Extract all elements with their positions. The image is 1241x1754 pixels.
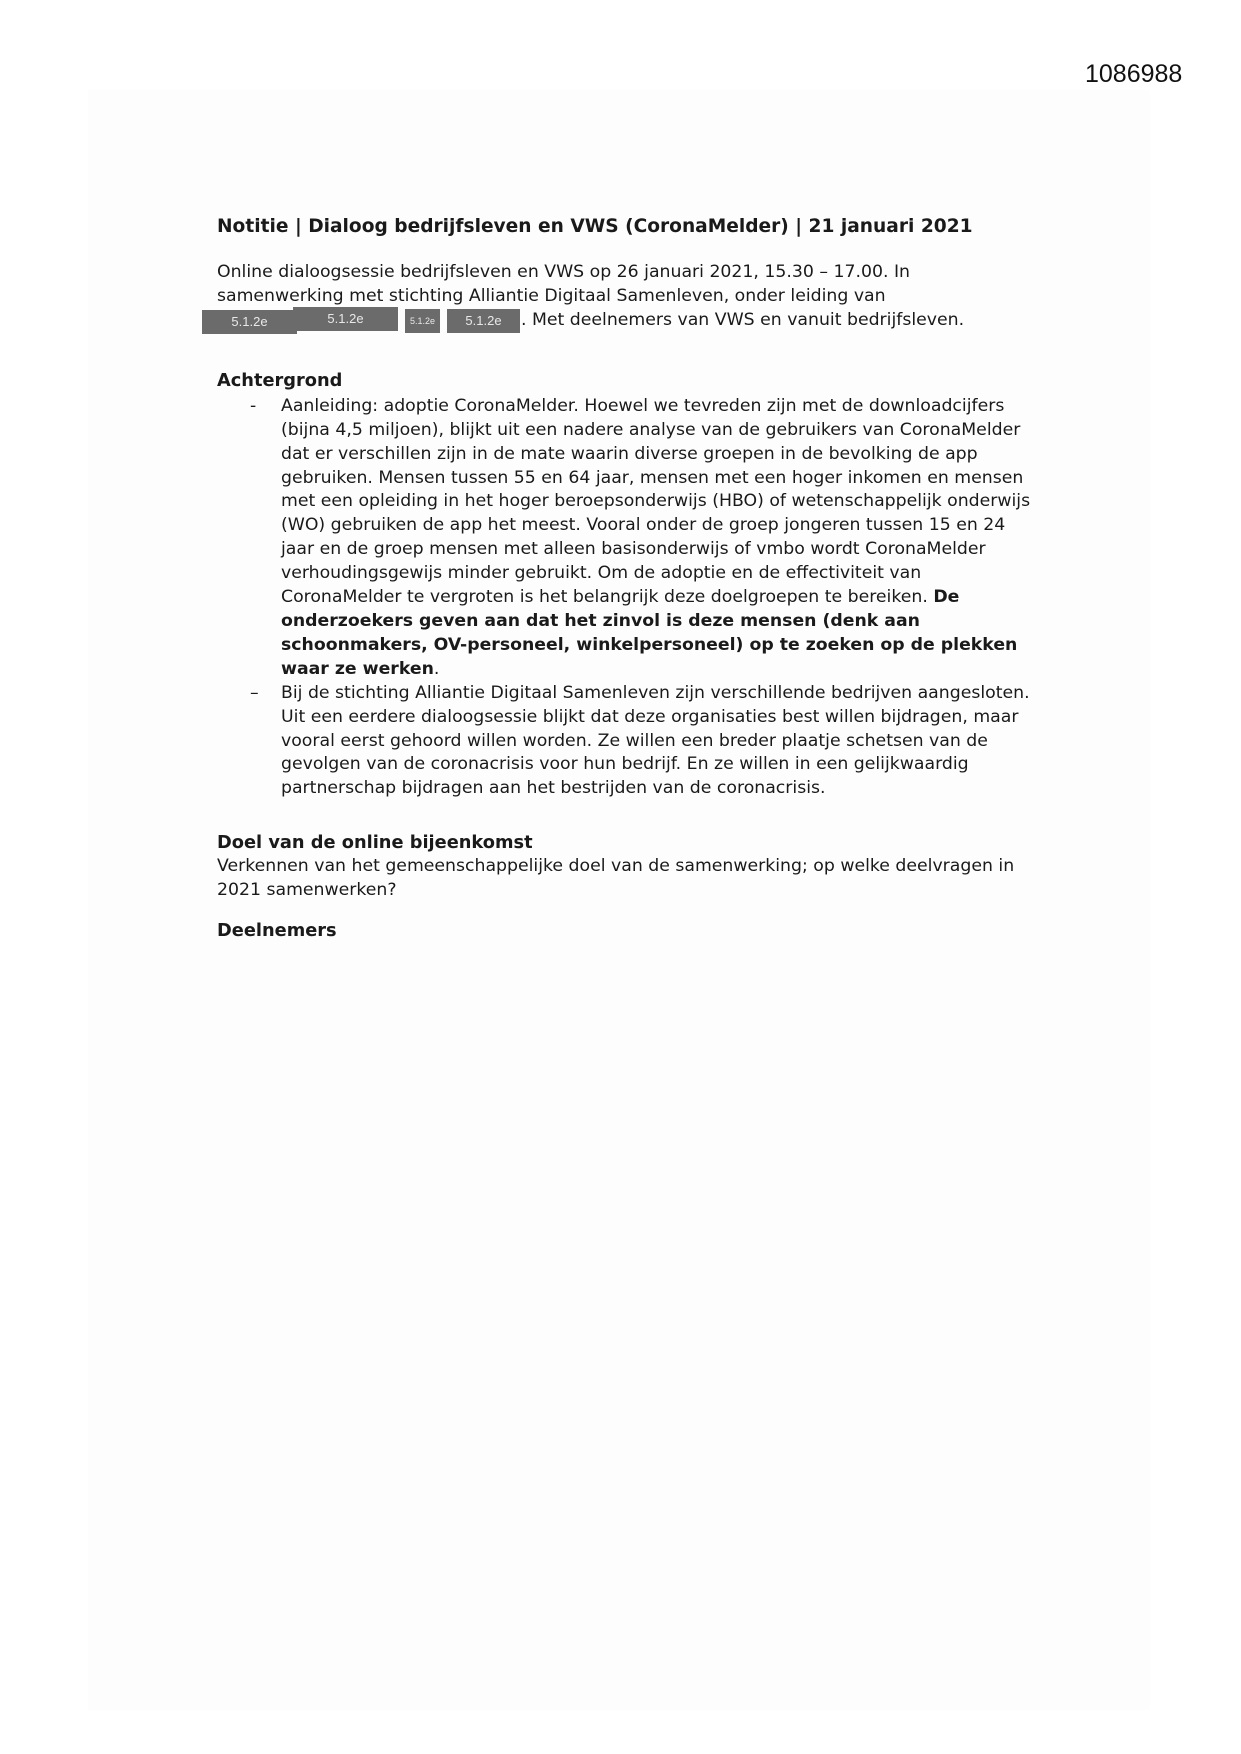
bullet-tail: . — [433, 658, 440, 679]
dash-bullet-icon: - — [250, 395, 257, 416]
document-id: 1086988 — [1085, 60, 1183, 88]
bullet-text: Aanleiding: adoptie CoronaMelder. Hoewel we tevreden zijn met de downloadcijfers (bijna 4,5 miljoen), blijkt uit een nadere analyse van de gebruikers van CoronaMelder dat er verschillen zijn in de mate waarin diverse groepen in de bevolking de app gebruiken. Mensen tussen 55 en 64 jaar, mensen met een hoger inkomen en mensen met een opleiding in het hoger beroepsonderwijs (HBO) of wetenschappelijk onderwijs (WO) gebruiken de app het meest. Vooral onder de groep jongeren tussen 15 en 24 jaar en de groep mensen met alleen basisonderwijs of vmbo wordt CoronaMelder verhoudingsgewijs minder gebruikt. Om de adoptie en de effectiviteit van CoronaMelder te vergroten is het belangrijk deze doelgroepen te bereiken. — [281, 395, 1031, 608]
redaction-box: 5.1.2e — [447, 309, 520, 333]
section-doel — [217, 831, 1037, 903]
intro-line-1: Online dialoogsessie bedrijfsleven en VWS op 26 januari 2021, 15.30 – 17.00. In — [217, 262, 911, 282]
dash-bullet-icon: – — [250, 682, 259, 703]
intro-line-3 — [217, 309, 1037, 333]
section-text: Verkennen van het gemeenschappelijke doel van de samenwerking; op welke deelvragen in 2021 samenwerken? — [217, 856, 1015, 901]
intro-line-2: samenwerking met stichting Alliantie Digitaal Samenleven, onder leiding van — [217, 285, 886, 306]
redaction-box: 5.1.2e — [293, 307, 398, 331]
intro-line-3-text: . Met deelnemers van VWS en vanuit bedrijfsleven. — [521, 309, 965, 330]
section-heading: Deelnemers — [217, 920, 337, 942]
section-heading: Achtergrond — [217, 369, 343, 391]
bullet-list — [217, 395, 1037, 801]
section-heading: Doel van de online bijeenkomst — [217, 832, 533, 854]
bullet-text: Bij de stichting Alliantie Digitaal Samenleven zijn verschillende bedrijven aangesloten. Uit een eerdere dialoogsessie blijkt dat deze organisaties best willen bijdragen, maar vooral eerst gehoord willen worden. Ze willen een breder plaatje schetsen van de gevolgen van de coronacrisis voor hun bedrijf. En ze willen in een gelijkwaardig partnerschap bijdragen aan het bestrijden van de coronacrisis. — [281, 682, 1030, 799]
intro-paragraph — [217, 261, 1037, 333]
section-achtergrond — [217, 369, 1037, 801]
document-title: Notitie | Dialoog bedrijfsleven en VWS (CoronaMelder) | 21 januari 2021 — [217, 216, 973, 237]
list-item — [217, 682, 1037, 802]
document-body — [217, 214, 1037, 943]
redaction-box: 5.1.2e — [202, 310, 297, 334]
redaction-box: 5.1.2e — [405, 309, 440, 333]
list-item — [217, 395, 1037, 682]
section-deelnemers — [217, 919, 1037, 943]
bullet-bold-text: De onderzoekers geven aan dat het zinvol is deze mensen (denk aan schoonmakers, OV-personeel, winkelpersoneel) op te zoeken op de plekken waar ze werken — [281, 587, 1018, 679]
